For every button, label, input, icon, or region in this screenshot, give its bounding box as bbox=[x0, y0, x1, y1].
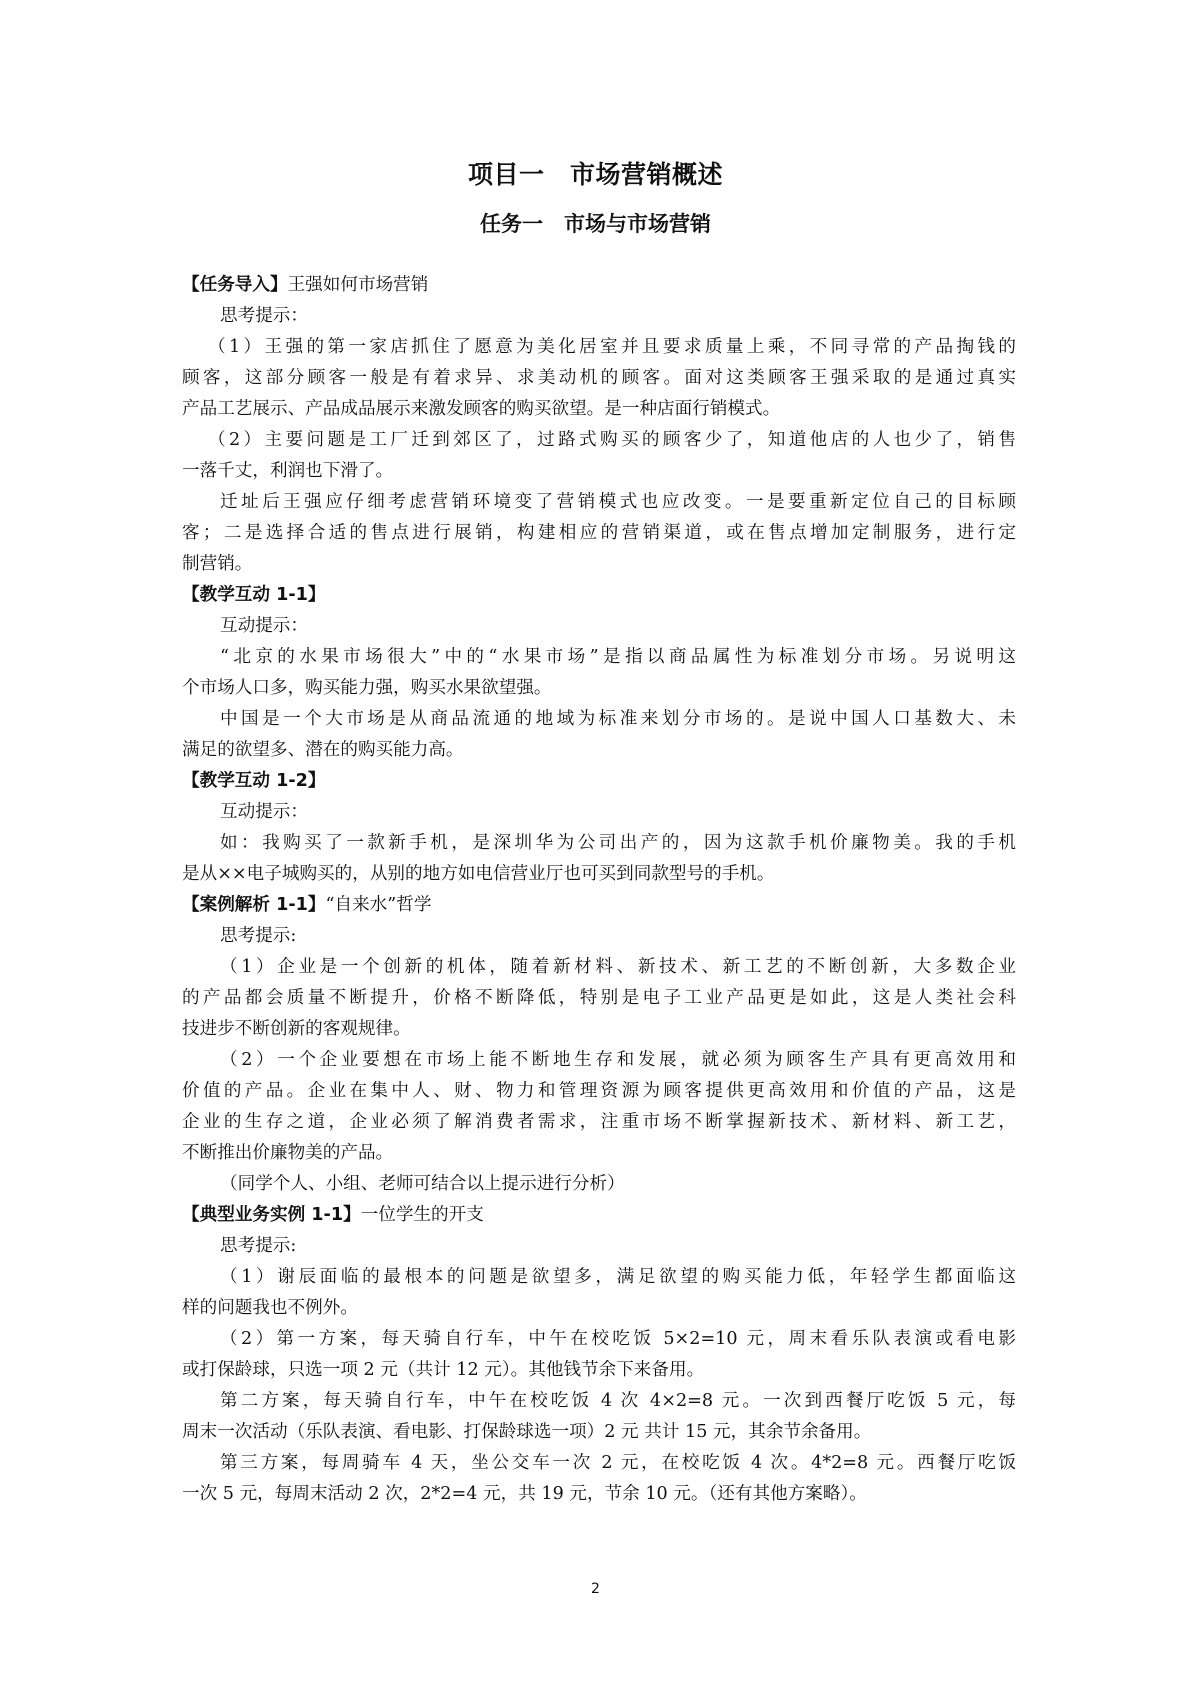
paragraph-line: 中国是一个大市场是从商品流通的地域为标准来划分市场的。是说中国人口基数大、未 bbox=[220, 709, 1016, 729]
hint-label: 互动提示： bbox=[220, 802, 308, 822]
hint-label: 思考提示: bbox=[220, 926, 297, 946]
paragraph-line: 客；二是选择合适的售点进行展销，构建相应的营销渠道，或在售点增加定制服务，进行定 bbox=[182, 523, 1016, 543]
business-example-topic: 一位学生的开支 bbox=[360, 1205, 484, 1225]
document-body bbox=[182, 270, 1016, 1510]
paragraph-line: 的产品都会质量不断提升，价格不断降低，特别是电子工业产品更是如此，这是人类社会科 bbox=[182, 988, 1016, 1008]
paragraph-line: 第二方案，每天骑自行车，中午在校吃饭 4 次 4×2=8 元。一次到西餐厅吃饭 5 元，每 bbox=[220, 1391, 1016, 1411]
paragraph-line: 如：我购买了一款新手机，是深圳华为公司出产的，因为这款手机价廉物美。我的手机 bbox=[220, 833, 1016, 853]
task-intro-heading: 【任务导入】 bbox=[182, 275, 288, 295]
chapter-title: 项目一 市场营销概述 bbox=[467, 160, 723, 189]
hint-label: 思考提示： bbox=[220, 306, 308, 326]
interaction-1-1-heading: 【教学互动 1-1】 bbox=[182, 585, 326, 605]
paragraph-line: （2）第一方案，每天骑自行车，中午在校吃饭 5×2=10 元，周末看乐队表演或看电影 bbox=[220, 1329, 1016, 1349]
paragraph-line: 价值的产品。企业在集中人、财、物力和管理资源为顾客提供更高效用和价值的产品，这是 bbox=[182, 1081, 1016, 1101]
case-analysis-heading: 【案例解析 1-1】 bbox=[182, 895, 326, 915]
paragraph-line: （1）企业是一个创新的机体，随着新材料、新技术、新工艺的不断创新，大多数企业 bbox=[220, 957, 1016, 977]
task-intro-topic: 王强如何市场营销 bbox=[287, 275, 429, 295]
paragraph-line: 个市场人口多，购买能力强，购买水果欲望强。 bbox=[182, 678, 552, 698]
task-intro-heading-line bbox=[182, 270, 1016, 301]
paragraph-line: 第三方案，每周骑车 4 天，坐公交车一次 2 元，在校吃饭 4 次。4*2=8 元。西餐厅吃饭 bbox=[220, 1453, 1016, 1473]
paragraph-line: 样的问题我也不例外。 bbox=[182, 1298, 358, 1318]
paragraph-line: （1）王强的第一家店抓住了愿意为美化居室并且要求质量上乘，不同寻常的产品掏钱的 bbox=[208, 337, 1016, 357]
business-example-heading-line bbox=[182, 1200, 1016, 1231]
paragraph-line: 制营销。 bbox=[182, 554, 253, 574]
paragraph-line: 或打保龄球，只选一项 2 元（共计 12 元）。其他钱节余下来备用。 bbox=[182, 1360, 705, 1380]
paragraph-line: （2）主要问题是工厂迁到郊区了，过路式购买的顾客少了，知道他店的人也少了，销售 bbox=[208, 430, 1016, 450]
case-analysis-topic: “自来水”哲学 bbox=[325, 895, 432, 915]
business-example-heading: 【典型业务实例 1-1】 bbox=[182, 1205, 361, 1225]
paragraph-line: 是从××电子城购买的，从别的地方如电信营业厅也可买到同款型号的手机。 bbox=[182, 864, 775, 884]
hint-label: 互动提示： bbox=[220, 616, 308, 636]
interaction-1-2-heading: 【教学互动 1-2】 bbox=[182, 771, 326, 791]
paragraph-line: 顾客，这部分顾客一般是有着求异、求美动机的顾客。面对这类顾客王强采取的是通过真实 bbox=[182, 368, 1016, 388]
paragraph-line: 产品工艺展示、产品成品展示来激发顾客的购买欲望。是一种店面行销模式。 bbox=[182, 399, 781, 419]
paragraph-line: 不断推出价廉物美的产品。 bbox=[182, 1143, 394, 1163]
paragraph-line: “北京的水果市场很大”中的“水果市场”是指以商品属性为标准划分市场。另说明这 bbox=[220, 647, 1016, 667]
paragraph-line: 迁址后王强应仔细考虑营销环境变了营销模式也应改变。一是要重新定位自己的目标顾 bbox=[220, 492, 1016, 512]
page-number: 2 bbox=[591, 1581, 600, 1597]
paragraph-line: （2）一个企业要想在市场上能不断地生存和发展，就必须为顾客生产具有更高效用和 bbox=[220, 1050, 1016, 1070]
paragraph-line: （同学个人、小组、老师可结合以上提示进行分析） bbox=[220, 1174, 625, 1194]
paragraph-line: 一次 5 元，每周末活动 2 次，2*2=4 元，共 19 元，节余 10 元。（还有其他方案略）。 bbox=[182, 1484, 867, 1504]
case-analysis-heading-line bbox=[182, 890, 1016, 921]
hint-label: 思考提示: bbox=[220, 1236, 297, 1256]
paragraph-line: 周末一次活动（乐队表演、看电影、打保龄球选一项）2 元 共计 15 元，其余节余备用。 bbox=[182, 1422, 872, 1442]
paragraph-line: （1）谢辰面临的最根本的问题是欲望多，满足欲望的购买能力低，年轻学生都面临这 bbox=[220, 1267, 1016, 1287]
paragraph-line: 企业的生存之道，企业必须了解消费者需求，注重市场不断掌握新技术、新材料、新工艺， bbox=[182, 1112, 1016, 1132]
section-title: 任务一 市场与市场营销 bbox=[480, 212, 711, 236]
paragraph-line: 一落千丈，利润也下滑了。 bbox=[182, 461, 394, 481]
paragraph-line: 技进步不断创新的客观规律。 bbox=[182, 1019, 411, 1039]
paragraph-line: 满足的欲望多、潜在的购买能力高。 bbox=[182, 740, 464, 760]
